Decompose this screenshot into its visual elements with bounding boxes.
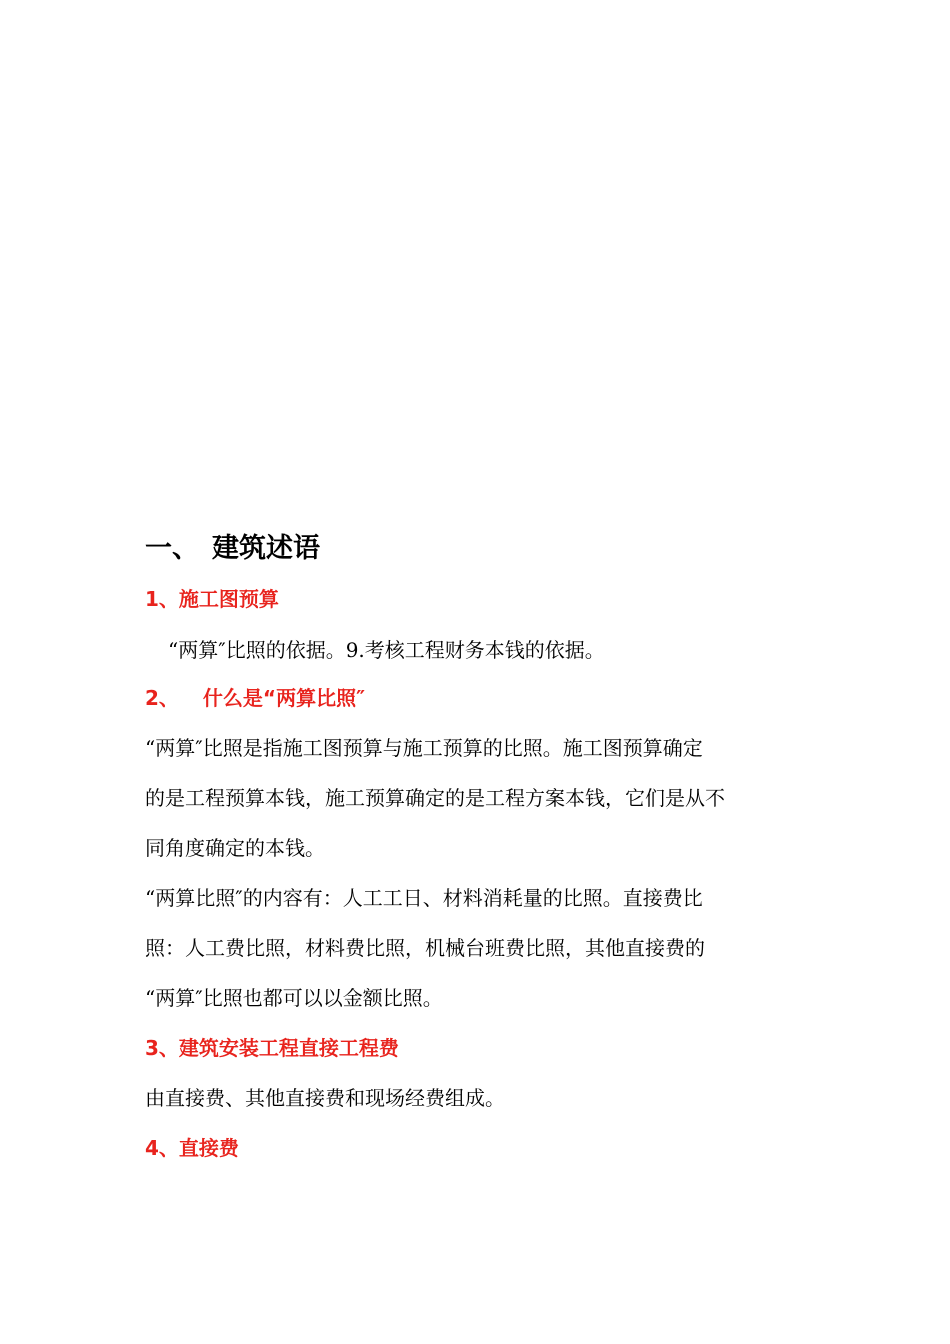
paragraph-line-2-2: 的是工程预算本钱，施工预算确定的是工程方案本钱，它们是从不 bbox=[145, 786, 725, 810]
paragraph-line-1-1: “两算″比照的依据。9.考核工程财务本钱的依据。 bbox=[168, 638, 605, 662]
paragraph-line-2-5: 照：人工费比照，材料费比照，机械台班费比照，其他直接费的 bbox=[145, 936, 705, 960]
paragraph-line-3-1: 由直接费、其他直接费和现场经费组成。 bbox=[145, 1086, 505, 1110]
paragraph-line-2-4: “两算比照″的内容有：人工工日、材料消耗量的比照。直接费比 bbox=[145, 886, 703, 910]
paragraph-line-2-3: 同角度确定的本钱。 bbox=[145, 836, 325, 860]
heading-3: 3、建筑安装工程直接工程费 bbox=[145, 1036, 399, 1060]
section-title-text: 建筑述语 bbox=[212, 533, 320, 564]
heading-2-text: 什么是“两算比照″ bbox=[202, 686, 366, 710]
heading-1: 1、施工图预算 bbox=[145, 587, 279, 611]
heading-2-number: 2、 bbox=[145, 686, 179, 710]
heading-2 bbox=[145, 684, 365, 712]
paragraph-line-2-1: “两算″比照是指施工图预算与施工预算的比照。施工图预算确定 bbox=[145, 736, 703, 760]
heading-4: 4、直接费 bbox=[145, 1136, 239, 1160]
section-number: 一、 bbox=[145, 533, 199, 564]
section-title bbox=[145, 531, 320, 567]
paragraph-line-2-6: “两算″比照也都可以以金额比照。 bbox=[145, 986, 443, 1010]
